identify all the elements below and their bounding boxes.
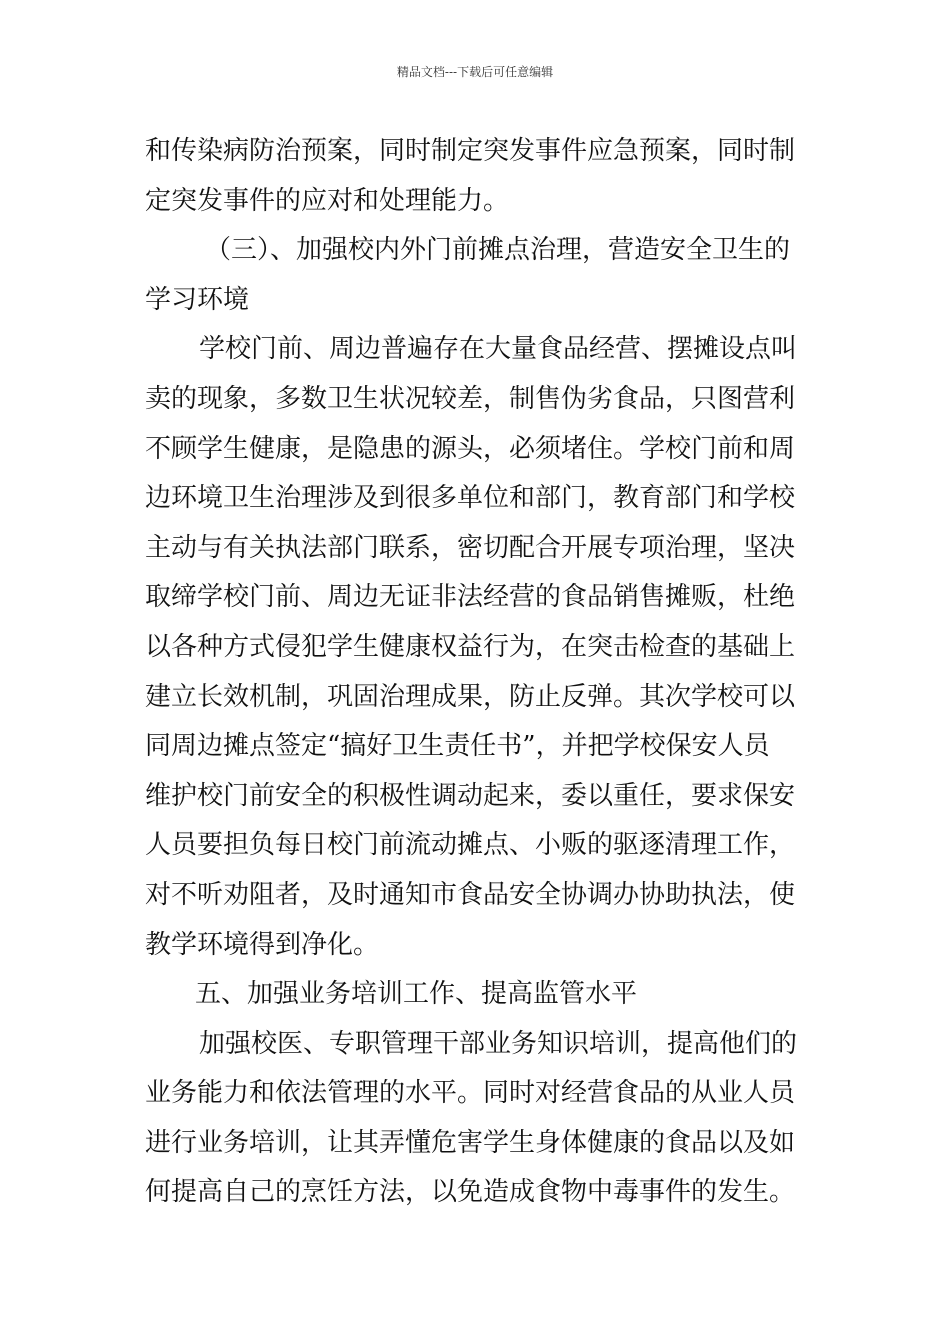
text-line: 同周边摊点签定“搞好卫生责任书”，并把学校保安人员 — [145, 731, 770, 762]
text-line: 进行业务培训，让其弄懂危害学生身体健康的食品以及如 — [145, 1127, 796, 1158]
text-line: 人员要担负每日校门前流动摊点、小贩的驱逐清理工作， — [145, 830, 796, 861]
text-line: 维护校门前安全的积极性调动起来，委以重任，要求保安 — [145, 780, 796, 811]
text-line: 边环境卫生治理涉及到很多单位和部门，教育部门和学校 — [145, 483, 796, 514]
document-body — [145, 127, 810, 1218]
text-line: 卖的现象，多数卫生状况较差，制售伪劣食品，只图营利 — [145, 383, 796, 414]
text-line: 何提高自己的烹饪方法，以免造成食物中毒事件的发生。 — [145, 1177, 796, 1208]
section-heading-5: 五、加强业务培训工作、提高监管水平 — [195, 979, 638, 1010]
text-line: 业务能力和依法管理的水平。同时对经营食品的从业人员 — [145, 1078, 796, 1109]
text-line: 定突发事件的应对和处理能力。 — [145, 185, 510, 216]
text-line: 不顾学生健康，是隐患的源头，必须堵住。学校门前和周 — [145, 433, 796, 464]
text-line: 学校门前、周边普遍存在大量食品经营、摆摊设点叫 — [199, 334, 798, 365]
text-line: 以各种方式侵犯学生健康权益行为，在突击检查的基础上 — [145, 631, 796, 662]
section-heading-3: （三）、加强校内外门前摊点治理，营造安全卫生的 — [205, 235, 791, 266]
text-line: 建立长效机制，巩固治理成果，防止反弹。其次学校可以 — [145, 681, 796, 712]
text-line: 教学环境得到净化。 — [145, 929, 380, 960]
text-line: 主动与有关执法部门联系，密切配合开展专项治理，坚决 — [145, 532, 796, 563]
text-line: 对不听劝阻者，及时通知市食品安全协调办协助执法，使 — [145, 879, 796, 910]
text-line: 和传染病防治预案，同时制定突发事件应急预案，同时制 — [145, 136, 796, 166]
page-header: 精品文档---下载后可任意编辑 — [396, 65, 554, 79]
section-heading-3-cont: 学习环境 — [145, 284, 250, 315]
text-line: 加强校医、专职管理干部业务知识培训，提高他们的 — [199, 1028, 798, 1059]
text-line: 取缔学校门前、周边无证非法经营的食品销售摊贩，杜绝 — [145, 582, 796, 613]
